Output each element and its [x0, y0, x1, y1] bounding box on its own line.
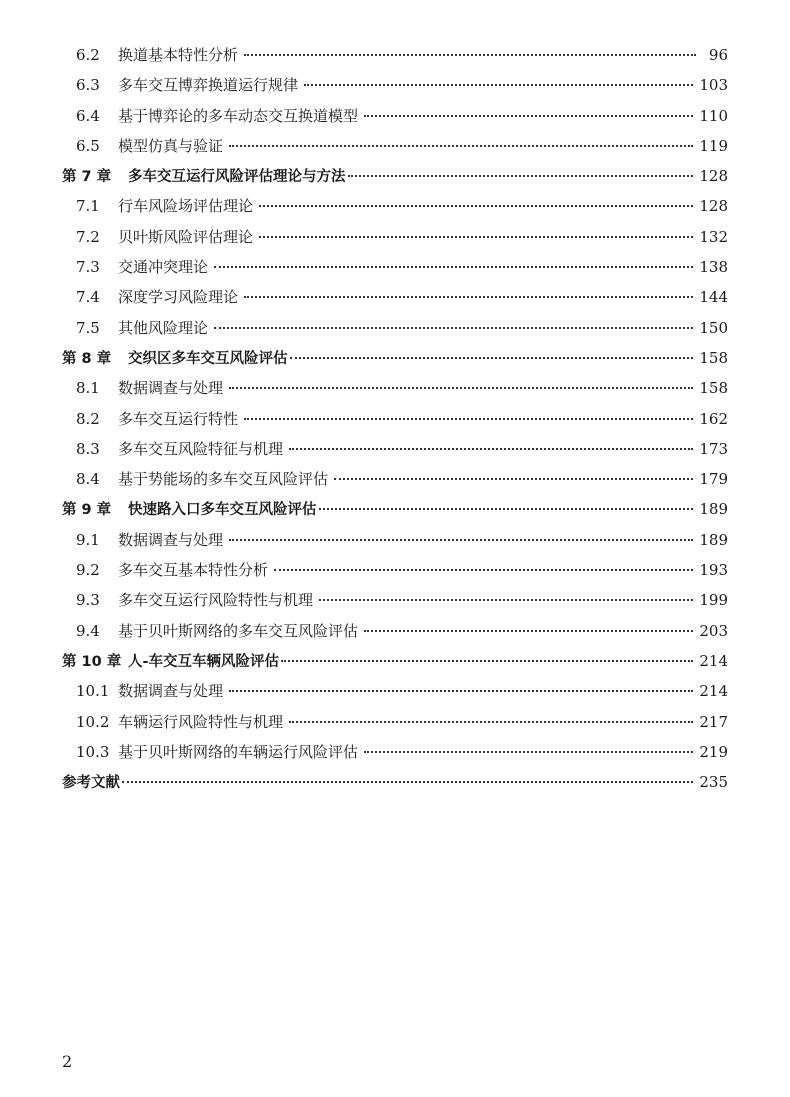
toc-section-entry[interactable]: [62, 282, 728, 312]
dot-leader: [214, 266, 693, 268]
toc-entry-page: 128: [699, 197, 728, 216]
toc-chapter-entry[interactable]: [62, 343, 728, 373]
dot-leader: [214, 327, 693, 329]
toc-entry-title: 数据调查与处理: [118, 530, 224, 549]
toc-section-entry[interactable]: [62, 40, 728, 70]
dot-leader: [122, 781, 693, 783]
dot-leader: [274, 569, 693, 571]
toc-chapter-entry[interactable]: [62, 161, 728, 191]
toc-entry-page: 144: [699, 288, 728, 307]
toc-entry-number: 7.4: [76, 288, 100, 307]
toc-section-entry[interactable]: [62, 555, 728, 585]
toc-entry-number: 8.1: [76, 379, 100, 398]
toc-chapter-entry[interactable]: [62, 494, 728, 524]
dot-leader: [348, 175, 694, 177]
dot-leader: [334, 478, 693, 480]
toc-entry-number: 第 10 章: [62, 653, 122, 670]
toc-entry-number: 8.4: [76, 470, 100, 489]
toc-entry-title: 多车交互风险特征与机理: [118, 439, 284, 458]
toc-entry-page: 173: [699, 439, 728, 458]
toc-entry-title: 车辆运行风险特性与机理: [118, 712, 284, 731]
toc-entry-page: 150: [699, 318, 728, 337]
toc-entry-number: 8.3: [76, 439, 100, 458]
dot-leader: [290, 357, 694, 359]
toc-entry-number: 7.1: [76, 197, 100, 216]
toc-entry-title: 交织区多车交互风险评估: [128, 350, 288, 367]
toc-entry-number: 7.2: [76, 227, 100, 246]
toc-section-entry[interactable]: [62, 525, 728, 555]
toc-entry-number: 6.3: [76, 76, 100, 95]
toc-section-entry[interactable]: [62, 616, 728, 646]
toc-section-entry[interactable]: [62, 131, 728, 161]
dot-leader: [289, 448, 693, 450]
dot-leader: [304, 84, 693, 86]
toc-entry-page: 110: [699, 106, 728, 125]
toc-entry-number: 6.2: [76, 46, 100, 64]
toc-entry-page: 119: [699, 136, 728, 155]
dot-leader: [364, 630, 693, 632]
toc-section-entry[interactable]: [62, 404, 728, 434]
toc-entry-page: 162: [699, 409, 728, 428]
toc-entry-page: 189: [699, 530, 728, 549]
toc-chapter-entry[interactable]: [62, 646, 728, 676]
toc-entry-page: 158: [699, 348, 728, 367]
toc-entry-number: 6.4: [76, 106, 100, 125]
toc-entry-number: 第 9 章: [62, 502, 112, 519]
toc-entry-page: 235: [699, 773, 728, 792]
toc-section-entry[interactable]: [62, 222, 728, 252]
toc-entry-title: 基于贝叶斯网络的多车交互风险评估: [118, 621, 359, 640]
toc-entry-page: 203: [699, 621, 728, 640]
dot-leader: [229, 539, 693, 541]
toc-section-entry[interactable]: [62, 737, 728, 767]
dot-leader: [319, 599, 693, 601]
toc-entry-title: 其他风险理论: [118, 318, 209, 337]
toc-entry-number: 10.2: [76, 712, 110, 731]
toc-section-entry[interactable]: [62, 101, 728, 131]
toc-entry-title: 数据调查与处理: [118, 682, 224, 701]
toc-entry-page: 189: [699, 500, 728, 519]
toc-entry-page: 219: [699, 742, 728, 761]
toc-entry-title: 深度学习风险理论: [118, 288, 239, 307]
toc-entry-title: 多车交互运行风险特性与机理: [118, 591, 314, 610]
dot-leader: [229, 145, 693, 147]
dot-leader: [229, 387, 693, 389]
toc-entry-number: 9.1: [76, 530, 100, 549]
toc-entry-page: 132: [699, 227, 728, 246]
toc-entry-page: 128: [699, 167, 728, 186]
toc-section-entry[interactable]: [62, 707, 728, 737]
dot-leader: [319, 508, 694, 510]
toc-section-entry[interactable]: [62, 373, 728, 403]
toc-section-entry[interactable]: [62, 70, 728, 100]
dot-leader: [289, 721, 693, 723]
dot-leader: [364, 115, 693, 117]
toc-section-entry[interactable]: [62, 191, 728, 221]
toc-references-entry[interactable]: [62, 767, 728, 797]
toc-entry-title: 多车交互博弈换道运行规律: [118, 76, 299, 95]
toc-entry-page: 199: [699, 591, 728, 610]
toc-section-entry[interactable]: [62, 464, 728, 494]
dot-leader: [259, 236, 693, 238]
toc-entry-number: 9.3: [76, 591, 100, 610]
toc-entry-title: 多车交互运行风险评估理论与方法: [128, 169, 346, 186]
toc-entry-number: 10.3: [76, 742, 110, 761]
toc-entry-page: 214: [699, 682, 728, 701]
toc-entry-number: 9.2: [76, 561, 100, 580]
toc-entry-title: 交通冲突理论: [118, 258, 209, 277]
toc-entry-title: 数据调查与处理: [118, 379, 224, 398]
dot-leader: [244, 54, 696, 56]
toc-entry-title: 行车风险场评估理论: [118, 197, 254, 216]
toc-entry-number: 7.3: [76, 258, 100, 277]
toc-entry-title: 贝叶斯风险评估理论: [118, 227, 254, 246]
toc-entry-number: 第 7 章: [62, 169, 112, 186]
dot-leader: [244, 296, 693, 298]
toc-entry-title: 人-车交互车辆风险评估: [128, 653, 280, 670]
dot-leader: [281, 660, 693, 662]
toc-section-entry[interactable]: [62, 252, 728, 282]
toc-entry-number: 6.5: [76, 136, 100, 155]
dot-leader: [244, 418, 693, 420]
toc-entry-page: 103: [699, 76, 728, 95]
toc-entry-title: 快速路入口多车交互风险评估: [128, 502, 317, 519]
toc-entry-title: 参考文献: [62, 775, 120, 792]
toc-entry-title: 多车交互运行特性: [118, 409, 239, 428]
toc-entry-number: 8.2: [76, 409, 100, 428]
toc-section-entry[interactable]: [62, 676, 728, 706]
toc-section-entry[interactable]: [62, 434, 728, 464]
dot-leader: [259, 205, 693, 207]
toc-entry-number: 10.1: [76, 682, 110, 701]
toc-entry-title: 换道基本特性分析: [118, 46, 239, 64]
toc-entry-title: 多车交互基本特性分析: [118, 561, 269, 580]
toc-entry-page: 138: [699, 258, 728, 277]
toc-section-entry[interactable]: [62, 585, 728, 615]
page-number: 2: [62, 1052, 73, 1071]
toc-entry-title: 基于势能场的多车交互风险评估: [118, 470, 329, 489]
toc-entry-page: 179: [699, 470, 728, 489]
toc-entry-number: 9.4: [76, 621, 100, 640]
toc-entry-title: 模型仿真与验证: [118, 136, 224, 155]
toc-entry-title: 基于贝叶斯网络的车辆运行风险评估: [118, 742, 359, 761]
dot-leader: [229, 690, 693, 692]
toc-entry-number: 7.5: [76, 318, 100, 337]
toc-entry-page: 158: [699, 379, 728, 398]
table-of-contents: [62, 40, 728, 797]
toc-section-entry[interactable]: [62, 313, 728, 343]
toc-entry-page: 96: [708, 46, 728, 64]
toc-entry-page: 214: [699, 651, 728, 670]
toc-entry-title: 基于博弈论的多车动态交互换道模型: [118, 106, 359, 125]
toc-entry-page: 193: [699, 561, 728, 580]
toc-entry-number: 第 8 章: [62, 350, 112, 367]
toc-entry-page: 217: [699, 712, 728, 731]
dot-leader: [364, 751, 693, 753]
